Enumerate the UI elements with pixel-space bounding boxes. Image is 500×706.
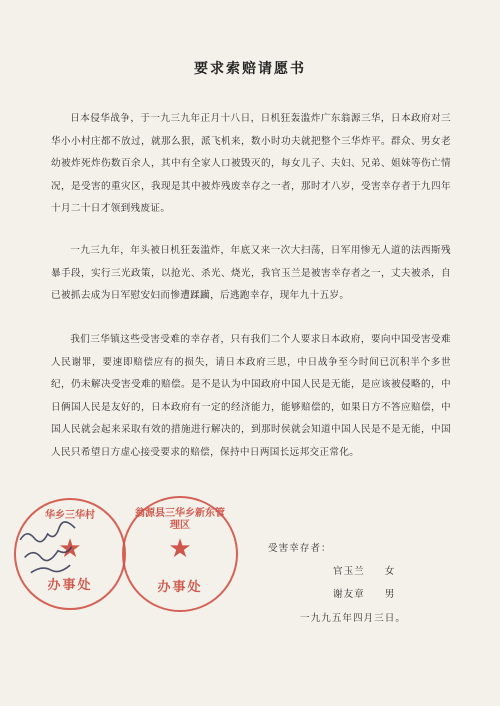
- signer-row: [333, 563, 395, 577]
- red-star-icon: ★: [58, 534, 82, 564]
- document-date: 一九九五年四月三日。: [300, 613, 406, 624]
- signer-row: [333, 586, 395, 600]
- paragraph-2: 一九三九年，年头被日机狂轰滥炸，年底又来一次大扫荡，日军用惨无人道的法西斯残暴手段，实行三光政策，以抢光、杀光、烧光，我官玉兰是被害幸存者之一，丈夫被杀，自已被抓去成为日军慰安妇而惨遭蹂躏，后逃跑幸存，现年九十五岁。: [51, 245, 451, 301]
- signer-name: 官玉兰: [333, 566, 365, 577]
- signer-gender: 男: [384, 589, 396, 600]
- seal-bottom-text: 办事处: [47, 578, 93, 593]
- signature-scribble-icon: [14, 512, 111, 584]
- document-title: 要求索赔请愿书: [194, 61, 306, 77]
- paragraph-1: 日本侵华战争，于一九三九年正月十八日，日机狂轰滥炸广东翁源三华，日本政府对三华小小村庄都不放过，就那么狠，派飞机来，数小时功夫就把整个三华炸平。群众、男女老幼被炸死炸伤数百余人，其中有全家人口被毁灭的，每女儿子、夫妇、兄弟、姐妹等伤亡情况，是受害的重灾区，我现是其中被炸残废幸存之一者，那时才八岁，受害幸存者于九四年十月二十日才领到残废证。: [51, 113, 451, 214]
- signer-name: 谢友章: [333, 589, 365, 600]
- seal-arc-text: 翁源县三华乡新东管理区: [135, 508, 225, 531]
- seal-bottom-text: 办事处: [157, 580, 203, 595]
- handwritten-signature: [14, 512, 112, 588]
- paragraph-3: 我们三华镇这些受害受难的幸存者，只有我们二个人要求日本政府，要向中国受害受难人民谢罪，要速即赔偿应有的损失，请日本政府三思，中日战争至今时间已沉积半个多世纪，仍未解决受害受难的赔偿。是不是认为中国政府中国人民是无能，是应该被侵略的，中日俩国人民是友好的，日本政府有一定的经济能力，能够赔偿的，如果日方不答应赔偿，中国人民就会起来采取有效的措施进行解决的，到那时侯就会知道中国人民是不是无能，中国人民只希望日方虚心接受要求的赔偿，保持中日两国长远邦交正常化。: [51, 334, 451, 458]
- seal-arc-text: 华乡三华村: [45, 510, 95, 521]
- signers-label: 受害幸存者：: [268, 543, 332, 554]
- red-star-icon: ★: [168, 534, 192, 564]
- signer-gender: 女: [384, 566, 396, 577]
- district-office-seal: [122, 496, 238, 612]
